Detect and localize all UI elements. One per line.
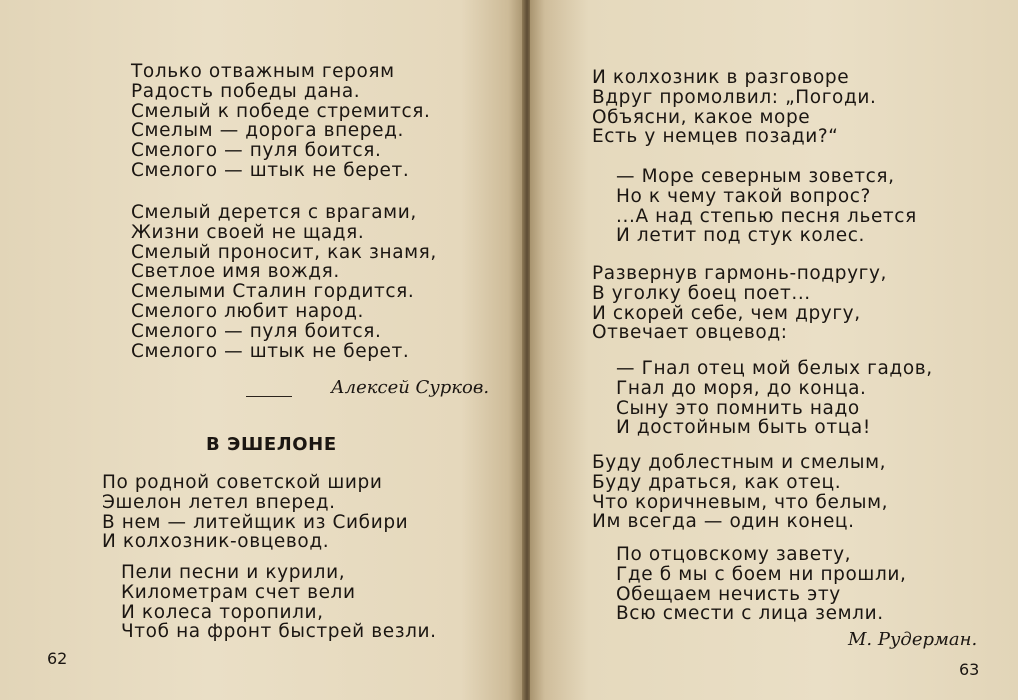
poem-line: Светлое имя вождя. — [131, 261, 340, 283]
poem-line: Гнал до моря, до конца. — [616, 377, 867, 399]
left-stanza-1 — [131, 62, 431, 181]
poem-line: Буду драться, как отец. — [592, 471, 842, 493]
poem-line: Смелый дерется с врагами, — [131, 202, 417, 223]
poem-title: В ЭШЕЛОНЕ — [206, 434, 337, 455]
poem-line: Чтоб на фронт быстрей везли. — [121, 621, 437, 643]
poem-line: Объясни, какое море — [592, 106, 811, 128]
poem-line: Что коричневым, что белым, — [592, 491, 889, 513]
poem-line: Смелого — пуля боится. — [131, 320, 382, 342]
poem-line: Смелого любит народ. — [131, 300, 364, 322]
poem-line: И колхозник-овцевод. — [102, 531, 330, 553]
poem-line: Всю смести с лица земли. — [616, 603, 884, 625]
poem-line: И скорей себе, чем другу, — [592, 302, 861, 324]
poem-line: Где б мы с боем ни прошли, — [616, 563, 907, 585]
poem-line: По отцовскому завету, — [616, 544, 852, 565]
page-number: 62 — [47, 649, 68, 668]
right-stanza-3 — [592, 264, 887, 343]
right-page — [530, 0, 1018, 700]
poem-line: Смелый проносит, как знамя, — [131, 241, 437, 263]
poem-line: Смелого — штык не берет. — [131, 340, 410, 362]
poem-line: В уголку боец поет... — [592, 282, 811, 304]
poem-line: Вдруг промолвил: „Погоди. — [592, 86, 877, 108]
poem-line: И достойным быть отца! — [616, 417, 871, 439]
right-stanza-2 — [616, 167, 917, 246]
poem-line: Жизни своей не щадя. — [131, 221, 365, 243]
poem-line: ...А над степью песня льется — [616, 205, 917, 227]
poem-line: Буду доблестным и смелым, — [592, 452, 887, 473]
poem-line: Отвечает овцевод: — [592, 322, 788, 344]
page-number: 63 — [959, 660, 980, 679]
left-stanza-3 — [102, 473, 408, 552]
poem-line: И летит под стук колес. — [616, 225, 865, 247]
poem-line: Радость победы дана. — [131, 80, 361, 102]
poem-line: Смелый к победе стремится. — [131, 100, 431, 122]
poem-line: По родной советской шири — [102, 472, 383, 493]
left-stanza-2 — [131, 203, 437, 361]
poem-line: Пели песни и курили, — [121, 562, 346, 583]
left-stanza-4 — [121, 563, 437, 642]
poem-line: Смелым — дорога вперед. — [131, 120, 404, 142]
poem-line: Обещаем нечисть эту — [616, 583, 841, 605]
poem-line: Им всегда — один конец. — [592, 511, 855, 533]
poem-line: И колеса торопили, — [121, 601, 324, 623]
poem-line: Километрам счет вели — [121, 581, 356, 603]
poem-line: В нем — литейщик из Сибири — [102, 511, 409, 533]
poem-line: И колхозник в разговоре — [592, 67, 850, 88]
poem-line: Развернув гармонь-подругу, — [592, 263, 887, 284]
poem-line: Но к чему такой вопрос? — [616, 185, 871, 207]
poem-line: Смелого — штык не берет. — [131, 159, 410, 181]
poem-line: — Море северным зовется, — [616, 166, 895, 187]
poem-line: Эшелон летел вперед. — [102, 491, 336, 513]
poem-line: Только отважным героям — [131, 61, 395, 82]
poem-line: Смелого — пуля боится. — [131, 140, 382, 162]
right-stanza-5 — [592, 453, 888, 532]
poem-line: Смелыми Сталин гордится. — [131, 281, 415, 303]
right-stanza-6 — [616, 545, 906, 624]
separator-rule — [246, 396, 292, 397]
right-stanza-1 — [592, 68, 876, 147]
poem-line: Есть у немцев позади?“ — [592, 126, 839, 148]
poem-line: — Гнал отец мой белых гадов, — [616, 358, 933, 379]
poem-line: Сыну это помнить надо — [616, 397, 860, 419]
author-signature: М. Рудерман. — [848, 629, 978, 650]
right-stanza-4 — [616, 359, 933, 438]
author-signature: Алексей Сурков. — [331, 377, 490, 398]
